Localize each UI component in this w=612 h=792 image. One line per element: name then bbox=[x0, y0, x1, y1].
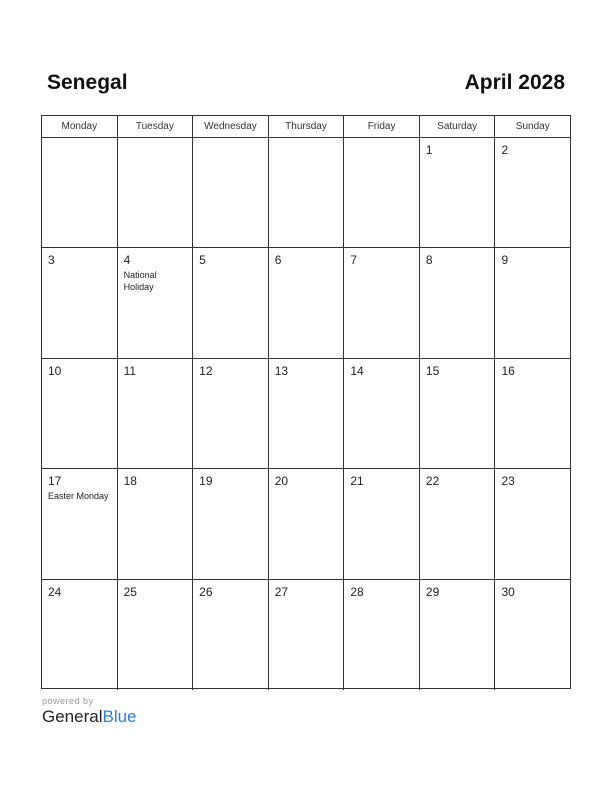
weekday-thursday: Thursday bbox=[269, 116, 345, 137]
day-number: 28 bbox=[350, 584, 364, 599]
day-cell bbox=[420, 580, 496, 690]
week-row bbox=[42, 359, 570, 469]
weekday-sunday: Sunday bbox=[515, 121, 550, 132]
day-cell bbox=[193, 359, 269, 468]
weekday-wednesday: Wednesday bbox=[193, 116, 269, 137]
day-cell bbox=[269, 580, 345, 690]
day-number: 8 bbox=[425, 253, 433, 268]
day-number: 16 bbox=[501, 363, 515, 378]
day-number: 20 bbox=[274, 474, 289, 489]
day-number: 6 bbox=[274, 253, 282, 268]
day-cell bbox=[344, 580, 420, 690]
day-cell bbox=[118, 580, 194, 690]
day-cell bbox=[42, 248, 118, 357]
day-number: 13 bbox=[274, 363, 289, 378]
weekday-saturday: Saturday bbox=[420, 116, 496, 137]
week-row bbox=[42, 248, 570, 358]
day-cell bbox=[118, 469, 194, 578]
day-cell bbox=[269, 138, 345, 247]
day-number: 19 bbox=[199, 474, 213, 489]
day-cell bbox=[420, 248, 496, 357]
holiday-label: National Holiday bbox=[123, 270, 157, 293]
day-cell bbox=[344, 359, 420, 468]
day-number: 17 bbox=[48, 474, 62, 489]
day-cell bbox=[495, 580, 570, 690]
day-number: 14 bbox=[350, 363, 364, 378]
day-cell bbox=[495, 248, 570, 357]
brand-general-text: General bbox=[42, 707, 103, 726]
day-number: 3 bbox=[48, 253, 55, 268]
day-number: 24 bbox=[48, 584, 62, 599]
day-number: 7 bbox=[350, 253, 357, 268]
day-cell bbox=[193, 138, 269, 247]
day-number: 9 bbox=[501, 253, 509, 268]
day-cell bbox=[495, 138, 570, 247]
day-number: 1 bbox=[425, 143, 433, 157]
weekday-header-row bbox=[42, 116, 570, 138]
day-number: 4 bbox=[123, 253, 131, 268]
day-cell bbox=[344, 138, 420, 247]
day-cell bbox=[118, 359, 194, 468]
day-number: 18 bbox=[123, 474, 137, 489]
day-cell bbox=[420, 359, 496, 468]
weekday-monday: Monday bbox=[42, 116, 118, 137]
day-number: 26 bbox=[199, 584, 213, 599]
day-number: 15 bbox=[425, 363, 440, 378]
day-cell bbox=[42, 469, 118, 578]
footer-branding bbox=[42, 696, 137, 727]
day-cell bbox=[344, 248, 420, 357]
week-row bbox=[42, 580, 570, 690]
day-number: 22 bbox=[425, 474, 440, 489]
day-cell bbox=[269, 359, 345, 468]
day-number: 11 bbox=[123, 363, 137, 378]
day-cell bbox=[193, 248, 269, 357]
country-title: Senegal bbox=[47, 71, 128, 94]
day-number: 2 bbox=[501, 143, 509, 157]
calendar-weeks bbox=[42, 138, 570, 690]
day-cell bbox=[42, 359, 118, 468]
day-cell bbox=[420, 138, 496, 247]
day-cell bbox=[193, 469, 269, 578]
day-cell bbox=[344, 469, 420, 578]
day-cell bbox=[495, 469, 570, 578]
day-cell bbox=[495, 359, 570, 468]
day-number: 27 bbox=[274, 584, 289, 599]
day-cell bbox=[118, 138, 194, 247]
day-number: 12 bbox=[199, 363, 213, 378]
day-number: 25 bbox=[123, 584, 137, 599]
powered-by-text: powered by bbox=[42, 696, 94, 706]
week-row bbox=[42, 138, 570, 248]
weekday-tuesday: Tuesday bbox=[118, 116, 194, 137]
day-cell bbox=[193, 580, 269, 690]
day-number: 5 bbox=[199, 253, 206, 268]
day-number: 30 bbox=[501, 584, 515, 599]
day-cell bbox=[118, 248, 194, 357]
weekday-friday: Friday bbox=[344, 116, 420, 137]
brand-blue-text: Blue bbox=[102, 707, 137, 726]
day-number: 23 bbox=[501, 474, 515, 489]
calendar-grid bbox=[41, 115, 571, 689]
day-cell bbox=[420, 469, 496, 578]
day-cell bbox=[269, 469, 345, 578]
day-number: 29 bbox=[425, 584, 440, 599]
generalblue-logo bbox=[42, 707, 137, 727]
day-number: 10 bbox=[48, 363, 62, 378]
day-number: 21 bbox=[350, 474, 364, 489]
month-year-title: April 2028 bbox=[464, 71, 565, 94]
day-cell bbox=[42, 138, 118, 247]
week-row bbox=[42, 469, 570, 579]
day-cell bbox=[42, 580, 118, 690]
holiday-label: Easter Monday bbox=[48, 491, 109, 502]
day-cell bbox=[269, 248, 345, 357]
